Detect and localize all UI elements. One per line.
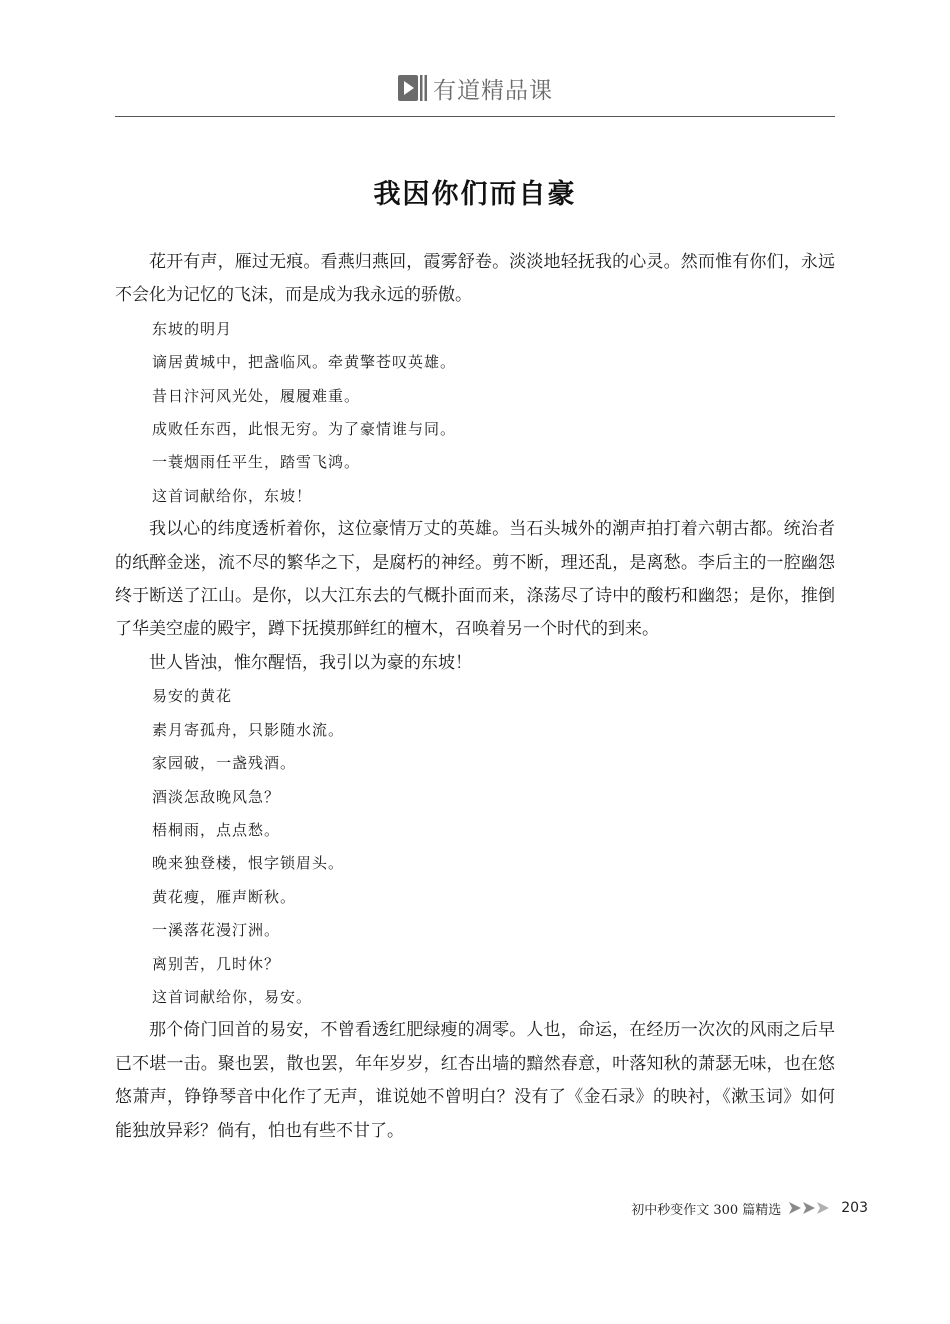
poem-line: 一溪落花漫汀洲。: [152, 921, 281, 940]
header-divider: [115, 116, 835, 117]
poem-line: 东坡的明月: [152, 319, 233, 338]
paragraph: 我以心的纬度透析着你，这位豪情万丈的英雄。当石头城外的潮声拍打着六朝古都。统治者的纸醉金迷，流不尽的繁华之下，是腐朽的神经。剪不断，理还乱，是离愁。李后主的一腔幽怨终于断送了江山。是你，以大江东去的气概扑面而来，涤荡尽了诗中的酸朽和幽怨；是你，推倒了华美空虚的殿宇，蹲下抚摸那鲜红的檀木，召唤着另一个时代的到来。: [115, 519, 835, 640]
poem-line: 谪居黄城中，把盏临风。牵黄擎苍叹英雄。: [152, 353, 457, 372]
poem-line: 这首词献给你，易安。: [152, 987, 313, 1006]
paragraph: 世人皆浊，惟尔醒悟，我引以为豪的东坡！: [149, 652, 472, 673]
play-logo-icon: [397, 73, 427, 103]
poem-line: 离别苦，几时休？: [152, 954, 281, 973]
article-title: 我因你们而自豪: [373, 179, 577, 210]
poem-line: 酒淡怎敌晚风急？: [152, 787, 281, 806]
poem-line: 一蓑烟雨任平生，踏雪飞鸿。: [152, 453, 361, 472]
poem-line: 晚来独登楼，恨字锁眉头。: [152, 854, 345, 873]
brand-name: 有道精品课: [433, 77, 553, 104]
paragraph: 那个倚门回首的易安，不曾看透红肥绿瘦的凋零。人也，命运，在经历一次次的风雨之后早已不堪一击。聚也罢，散也罢，年年岁岁，红杏出墙的黯然春意，叶落知秋的萧瑟无味，也在悠悠萧声，铮铮琴音中化作了无声，谁说她不曾明白？没有了《金石录》的映衬，《漱玉词》如何能独放异彩？倘有，怕也有些不甘了。: [115, 1020, 835, 1141]
poem-line: 易安的黄花: [152, 687, 233, 706]
paragraph: 花开有声，雁过无痕。看燕归燕回，霞雾舒卷。淡淡地轻抚我的心灵。然而惟有你们，永远不会化为记忆的飞沫，而是成为我永远的骄傲。: [115, 252, 835, 306]
page-number: 203: [841, 1200, 868, 1216]
poem-line: 这首词献给你，东坡！: [152, 486, 313, 505]
poem-line: 家园破，一盏残酒。: [152, 754, 297, 773]
page-footer: [631, 1196, 868, 1220]
page-header: [0, 68, 950, 108]
poem-line: 梧桐雨，点点愁。: [152, 820, 281, 839]
book-title: 初中秒变作文 300 篇精选: [631, 1202, 782, 1218]
poem-line: 昔日汴河风光处，履履难重。: [152, 386, 361, 405]
brand: [397, 72, 553, 105]
poem-line: 成败任东西，此恨无穷。为了豪情谁与同。: [152, 420, 457, 439]
poem-line: 素月寄孤舟，只影随水流。: [152, 720, 345, 739]
article-body: [115, 246, 835, 1148]
poem-line: 黄花瘦，雁声断秋。: [152, 887, 297, 906]
triple-arrow-icon: [789, 1201, 833, 1215]
